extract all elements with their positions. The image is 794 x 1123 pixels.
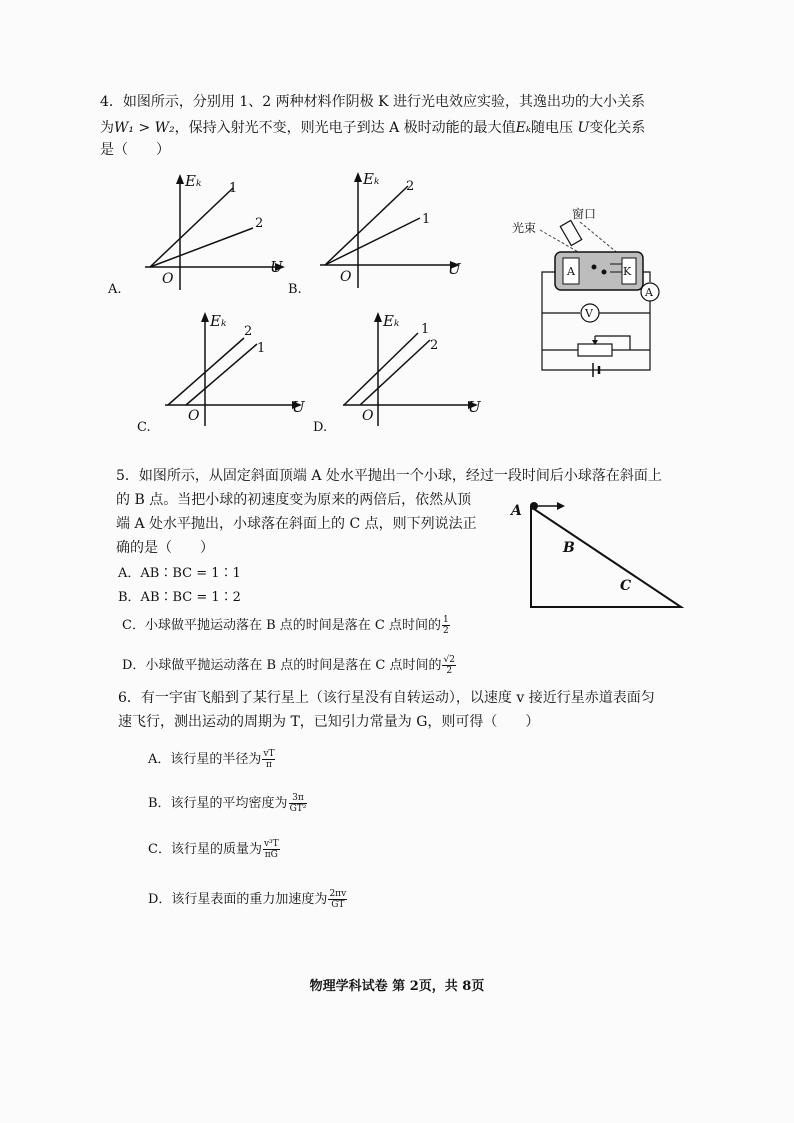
- graph-a-ek-label: Eₖ: [185, 172, 202, 190]
- graph-c-line-2: [168, 338, 244, 405]
- graph-a-label-upper: 1: [229, 181, 238, 196]
- q5-option-d-fraction: [442, 655, 455, 676]
- incline-label-b: B: [563, 540, 575, 556]
- photoelectric-apparatus: [510, 200, 670, 380]
- graph-b-label-upper: 2: [406, 179, 415, 194]
- rheostat-icon: [578, 344, 612, 356]
- q5-option-c-denominator: 2: [442, 626, 449, 636]
- q4-work-function-relation: W₁ > W₂: [114, 120, 175, 136]
- q6-option-c-text: C．该行星的质量为: [148, 842, 262, 857]
- graph-b: [310, 168, 470, 293]
- ammeter-label: A: [645, 286, 653, 299]
- graph-c-ek-label: Eₖ: [210, 312, 227, 330]
- graph-a-label-lower: 2: [255, 216, 264, 231]
- q4-line2-pre: 为: [100, 120, 114, 136]
- voltmeter-label: V: [585, 307, 593, 320]
- page-footer: 物理学科试卷 第 2页，共 8页: [309, 979, 485, 994]
- q5-option-d-text: D．小球做平抛运动落在 B 点的时间是落在 C 点时间的: [122, 658, 442, 673]
- incline-label-a: A: [511, 503, 522, 519]
- q5-option-d: [122, 654, 456, 676]
- apparatus-window-label: 窗口: [572, 207, 597, 221]
- q6-option-d-fraction: [328, 889, 347, 910]
- q6-option-b-numerator: 3π: [289, 793, 308, 804]
- q4-line2-tail: 随电压: [530, 120, 578, 136]
- q6-option-d-numerator: 2πv: [329, 889, 347, 899]
- graph-c-u-label: U: [292, 398, 305, 416]
- q6-option-d: [148, 888, 347, 910]
- graph-d-line-1: [344, 333, 418, 405]
- graph-b-ek-label: Eₖ: [363, 170, 380, 188]
- q5-option-a: A．AB∶BC = 1∶1: [118, 566, 241, 581]
- q4-line1: 4．如图所示，分别用 1、2 两种材料作阴极 K 进行光电效应实验，其逸出功的大小关系: [100, 94, 645, 110]
- q5-option-c-numerator: 1: [442, 615, 449, 625]
- apparatus-cathode-label: K: [623, 265, 632, 278]
- graph-b-line-2: [325, 186, 408, 265]
- graph-d-u-label: U: [468, 398, 481, 416]
- q6-line1: 6．有一宇宙飞船到了某行星上（该行星没有自转运动），以速度 v 接近行星赤道表面匀: [118, 690, 655, 706]
- q5-line1: 5．如图所示，从固定斜面顶端 A 处水平抛出一个小球，经过一段时间后小球落在斜面上: [116, 468, 662, 484]
- q5-option-c-fraction: [442, 615, 450, 636]
- q6-option-a-text: A．该行星的半径为: [148, 752, 262, 767]
- q6-option-d-denominator: GT: [331, 900, 345, 910]
- graph-a-u-label: U: [270, 258, 283, 276]
- q6-option-a-numerator: vT: [263, 749, 275, 759]
- graph-a-option: A.: [108, 282, 122, 297]
- graph-d-label-left: 1: [421, 322, 430, 337]
- graph-b-option: B.: [288, 282, 302, 297]
- q6-option-a-fraction: [262, 749, 275, 770]
- graph-d-ek-label: Eₖ: [383, 312, 400, 330]
- q6-option-c-numerator: v³T: [263, 839, 279, 849]
- graph-b-u-label: U: [448, 260, 461, 278]
- q6-option-a: [148, 748, 275, 770]
- graph-a-line-1: [150, 188, 233, 267]
- graph-c-option: C.: [137, 420, 151, 435]
- q4-line2: [100, 118, 645, 138]
- graph-c-label-right: 1: [257, 341, 266, 356]
- q6-option-b: [148, 792, 307, 814]
- q4-line2-end: 变化关系: [589, 120, 646, 136]
- graph-d: [338, 308, 498, 428]
- incline-label-c: C: [620, 578, 632, 594]
- q6-option-d-text: D．该行星表面的重力加速度为: [148, 892, 328, 907]
- graph-c: [160, 308, 320, 428]
- graph-c-line-1: [186, 344, 257, 405]
- graph-c-label-left: 2: [244, 324, 253, 339]
- q4-u-symbol: U: [577, 120, 590, 136]
- graph-b-label-lower: 1: [422, 212, 431, 227]
- graph-b-o-label: O: [340, 269, 352, 285]
- q4-line3: 是（ ）: [100, 142, 170, 158]
- graph-d-o-label: O: [362, 408, 374, 424]
- graph-a: [135, 170, 295, 295]
- q5-option-b: B．AB∶BC = 1∶2: [118, 590, 241, 605]
- q6-option-b-denominator: GT²: [289, 804, 307, 814]
- graph-a-line-2: [150, 228, 253, 267]
- q5-line4: 确的是（ ）: [116, 540, 214, 556]
- q6-option-c-fraction: [263, 839, 280, 860]
- graph-c-o-label: O: [188, 408, 200, 424]
- window-icon: [560, 220, 581, 245]
- q6-option-c: [148, 838, 280, 860]
- q5-line3: 端 A 处水平抛出，小球落在斜面上的 C 点，则下列说法正: [116, 516, 477, 532]
- apparatus-light-label: 光束: [512, 221, 537, 235]
- q4-line2-post: ，保持入射光不变，则光电子到达 A 极时动能的最大值: [174, 120, 516, 136]
- q5-line2: 的 B 点。当把小球的初速度变为原来的两倍后，依然从顶: [116, 492, 472, 508]
- q6-line2: 速飞行，测出运动的周期为 T，已知引力常量为 G，则可得（ ）: [118, 714, 540, 730]
- incline-triangle: [531, 507, 681, 607]
- graph-d-label-right: 2: [430, 338, 439, 353]
- q4-ek-symbol: Eₖ: [515, 120, 531, 136]
- graph-d-option: D.: [313, 420, 328, 435]
- incline-figure: [505, 495, 690, 615]
- q6-option-b-text: B．该行星的平均密度为: [148, 796, 288, 811]
- q6-option-c-denominator: πG: [264, 850, 278, 860]
- q5-option-d-denominator: 2: [446, 666, 453, 676]
- graph-a-o-label: O: [162, 271, 174, 287]
- q6-option-a-denominator: π: [265, 760, 272, 770]
- q6-option-b-fraction: [289, 793, 308, 814]
- q5-option-c: [122, 614, 450, 636]
- q5-option-c-text: C．小球做平抛运动落在 B 点的时间是落在 C 点时间的: [122, 618, 441, 633]
- graph-d-line-2: [360, 340, 430, 405]
- q5-option-d-numerator: √2: [443, 655, 455, 665]
- apparatus-anode-label: A: [567, 265, 575, 278]
- graph-b-line-1: [325, 218, 420, 265]
